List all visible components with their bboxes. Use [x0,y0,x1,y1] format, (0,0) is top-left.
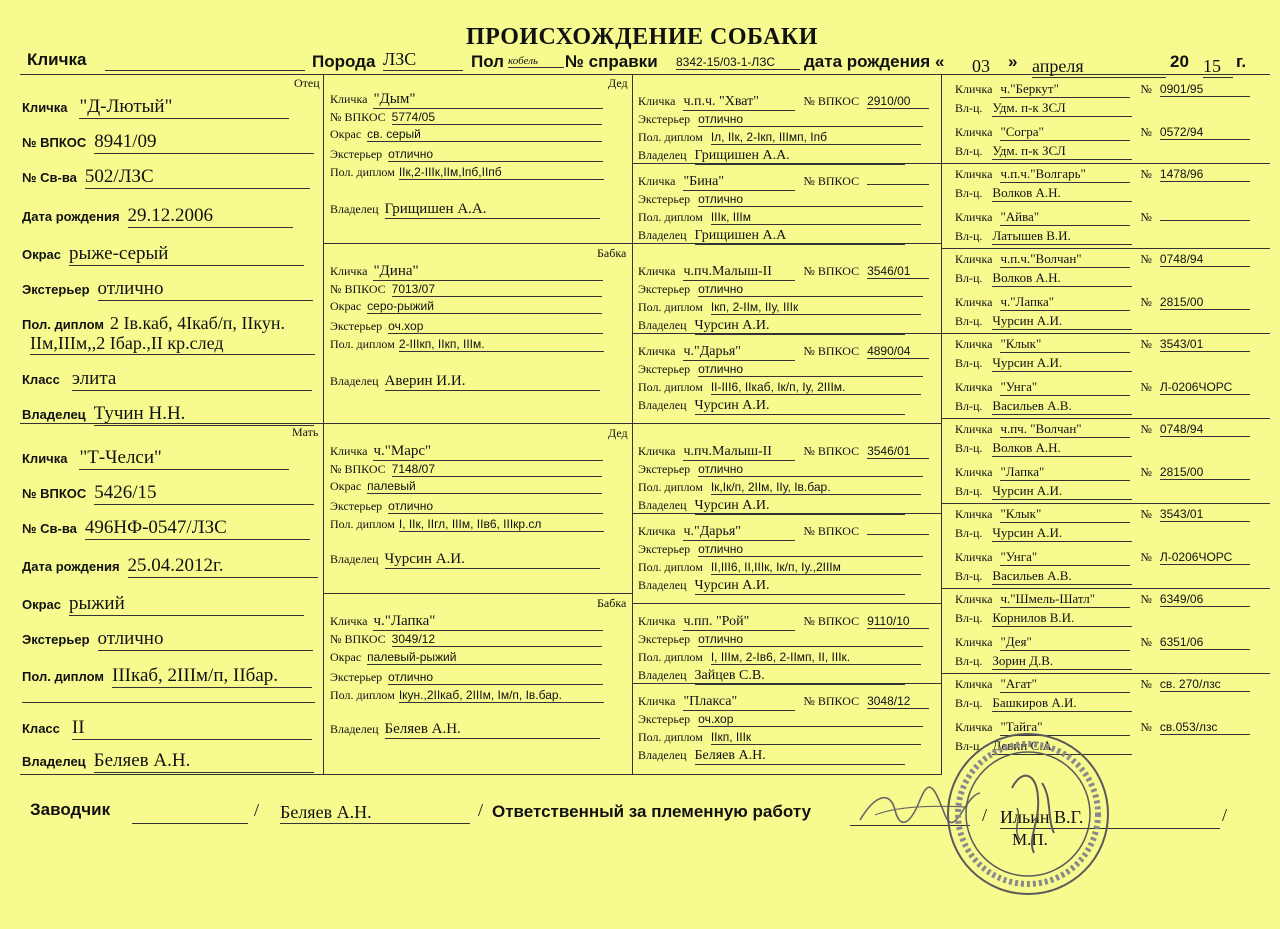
ggp2-exterior-row: Экстерьер отлично [638,280,923,298]
gggp13-owner: Зорин Д.В. [992,653,1132,670]
gp1-owner: Аверин И.И. [385,373,600,391]
ggp0-diploma: Iл, IIк, 2-Iкп, IIIмп, Iпб [711,130,921,145]
ggp1-name-row: Кличка "Бина" № ВПКОС [638,172,929,191]
ggp3-name: ч."Дарья" [683,344,795,361]
gggp13-num: 6351/06 [1160,635,1250,650]
gggp6-num: 3543/01 [1160,337,1250,352]
sex-label: Пол [471,52,504,71]
gggp2-num: 1478/96 [1160,167,1250,182]
gggp11-name: "Унга" [1000,549,1130,566]
gggp13-owner-row: Вл-ц. Зорин Д.В. [955,652,1132,670]
gp3-diploma-row: Пол. диплом Iкун.,2IIкаб, 2IIIм, Iм/п, Iв.бар. [330,686,604,704]
gggp7-name-row: Кличка "Унга" № Л-0206ЧОРС [955,378,1250,396]
gp-divider-2 [323,423,632,424]
gp4-heading: Бабка [597,596,627,610]
gggp6-name: "Клык" [1000,336,1130,353]
dob-close: » [1008,52,1018,71]
gggp10-owner: Чурсин А.И. [992,525,1132,542]
father-dob-row: Дата рождения 29.12.2006 [22,205,293,228]
mother-vpkos-row: № ВПКОС 5426/15 [22,482,314,505]
mother-owner: Беляев А.Н. [94,750,314,773]
gggp13-name-row: Кличка "Дея" № 6351/06 [955,633,1250,651]
gggp14-num: св. 270/лзс [1160,677,1250,692]
father-name: "Д-Лютый" [79,96,289,119]
gggp10-name: "Клык" [1000,506,1130,523]
dob-month: апреля [1032,56,1166,78]
gp-divider-1 [323,243,632,244]
responsible-sep-1: / [982,805,988,825]
name-label: Кличка [27,50,87,69]
mother-exterior-row: Экстерьер отлично [22,628,313,651]
ggp4-diploma-row: Пол. диплом Iк,Iк/п, 2IIм, IIу, Iв.бар. [638,478,921,496]
gggp9-name: "Лапка" [1000,464,1130,481]
gggp15-num: св.053/лзс [1160,720,1250,735]
gggp15-owner: Девин С.А. [992,738,1132,755]
gp1-color: серо-рыжий [367,299,602,314]
gggp8-name-row: Кличка ч.пч. "Волчан" № 0748/94 [955,420,1250,438]
ggp0-vpkos: 2910/00 [867,94,929,109]
gggp2-owner: Волков А.Н. [992,185,1132,202]
ggp5-owner: Чурсин А.И. [695,578,905,595]
gp2-exterior: отлично [388,499,603,514]
gggp8-owner-row: Вл-ц. Волков А.Н. [955,439,1132,457]
father-color: рыже-серый [69,243,304,266]
gp3-diploma: Iкун.,2IIкаб, 2IIIм, Iм/п, Iв.бар. [399,688,604,703]
gggp4-owner-row: Вл-ц. Волков А.Н. [955,269,1132,287]
ggp5-exterior-row: Экстерьер отлично [638,540,923,558]
gp3-vpkos: 3049/12 [392,632,602,647]
mother-sv-row: № Св-ва 496НФ-0547/ЛЗС [22,517,310,540]
gp1-diploma: 2-IIIкп, IIкп, IIIм. [399,337,604,352]
gp0-diploma-row: Пол. диплом IIк,2-IIIк,IIм,Iпб,IIпб [330,163,604,181]
gp3-owner-row: Владелец Беляев А.Н. [330,720,600,739]
gggp-divider-5 [942,333,1270,334]
gggp13-name: "Дея" [1000,634,1130,651]
gggp4-num: 0748/94 [1160,252,1250,267]
breed-value: ЛЗС [383,49,463,71]
responsible-label: Ответственный за племенную работу [492,802,812,821]
ggp5-name-row: Кличка ч."Дарья" № ВПКОС [638,522,929,541]
ggp5-name: ч."Дарья" [683,524,795,541]
gp2-name-row: Кличка ч."Марс" [330,442,603,461]
gggp6-owner-row: Вл-ц. Чурсин А.И. [955,354,1132,372]
gggp8-name: ч.пч. "Волчан" [1000,421,1130,438]
ggp0-name-row: Кличка ч.п.ч. "Хват" № ВПКОС 2910/00 [638,92,929,111]
gggp9-owner-row: Вл-ц. Чурсин А.И. [955,482,1132,500]
mother-class-row: Класс II [22,717,312,740]
ggp5-diploma: II,III6, II,IIIк, Iк/п, Iу.,2IIIм [711,560,921,575]
ggp3-owner-row: Владелец Чурсин А.И. [638,396,905,415]
ggp6-vpkos: 9110/10 [867,614,929,629]
ggp-divider-4 [632,423,941,424]
gggp-divider-13 [942,673,1270,674]
father-owner-row: Владелец Тучин Н.Н. [22,403,314,426]
gp-divider-3 [323,593,632,594]
ggp1-exterior: отлично [698,192,923,207]
gggp5-num: 2815/00 [1160,295,1250,310]
gp0-diploma: IIк,2-IIIк,IIм,Iпб,IIпб [399,165,604,180]
gp3-color: палевый-рыжий [367,650,602,665]
gggp14-owner: Башкиров А.И. [992,695,1132,712]
ggp1-diploma-row: Пол. диплом IIIк, IIIм [638,208,921,226]
mother-class: II [72,717,312,740]
ggp6-owner-row: Владелец Зайцев С.В. [638,666,905,685]
gggp3-num [1160,220,1250,221]
gggp11-owner: Васильев А.В. [992,568,1132,585]
gp3-exterior-row: Экстерьер отлично [330,668,603,686]
ggp2-exterior: отлично [698,282,923,297]
ggp7-exterior-row: Экстерьер оч.хор [638,710,923,728]
gggp10-name-row: Кличка "Клык" № 3543/01 [955,505,1250,523]
breed-label: Порода [312,52,376,71]
ggp7-owner-row: Владелец Беляев А.Н. [638,746,905,765]
gp0-owner-row: Владелец Грищишен А.А. [330,200,600,219]
gggp6-name-row: Кличка "Клык" № 3543/01 [955,335,1250,353]
gggp7-name: "Унга" [1000,379,1130,396]
gp2-exterior-row: Экстерьер отлично [330,497,603,515]
mother-color: рыжий [69,593,304,616]
ggp4-owner: Чурсин А.И. [695,498,905,515]
ggp2-diploma-row: Пол. диплом Iкп, 2-IIм, IIу, IIIк [638,298,921,316]
gp1-vpkos: 7013/07 [392,282,602,297]
gggp1-owner: Удм. п-к ЗСЛ [992,143,1132,160]
father-color-row: Окрас рыже-серый [22,243,304,266]
father-diploma-1: 2 Iв.каб, 4Iкаб/п, IIкун. [110,313,285,333]
father-exterior: отлично [98,278,313,301]
gggp4-name-row: Кличка ч.п.ч."Волчан" № 0748/94 [955,250,1250,268]
mother-diploma: IIIкаб, 2IIIм/п, IIбар. [112,665,312,688]
gggp0-name: ч."Беркут" [1000,81,1130,98]
gggp3-name: "Айва" [1000,209,1130,226]
gggp4-owner: Волков А.Н. [992,270,1132,287]
mother-exterior: отлично [98,628,313,651]
gp2-vpkos-row: № ВПКОС 7148/07 [330,460,602,478]
breeder-sep-1: / [254,800,260,820]
gp2-diploma-row: Пол. диплом I, IIк, IIгл, IIIм, IIв6, IIIкр.сл [330,515,604,533]
dob-day: 03 [972,56,990,76]
gggp7-owner-row: Вл-ц. Васильев А.В. [955,397,1132,415]
ggp2-vpkos: 3546/01 [867,264,929,279]
page-title: ПРОИСХОЖДЕНИЕ СОБАКИ [466,24,818,50]
gp1-exterior: оч.хор [388,319,603,334]
gp2-heading: Бабка [597,246,627,260]
ggp-divider-6 [632,603,941,604]
gp3-color-row: Окрас палевый-рыжий [330,648,602,666]
sex-value: кобель [508,55,564,68]
father-sv: 502/ЛЗС [85,166,310,189]
ggp1-exterior-row: Экстерьер отлично [638,190,923,208]
gggp1-name: "Согра" [1000,124,1130,141]
ggp3-diploma: II-III6, IIкаб, Iк/п, Iу, 2IIIм. [711,380,921,395]
ggp3-name-row: Кличка ч."Дарья" № ВПКОС 4890/04 [638,342,929,361]
gggp11-owner-row: Вл-ц. Васильев А.В. [955,567,1132,585]
col-divider-3 [941,74,942,774]
gggp5-name-row: Кличка ч."Лапка" № 2815/00 [955,293,1250,311]
gggp11-name-row: Кличка "Унга" № Л-0206ЧОРС [955,548,1250,566]
gggp9-num: 2815/00 [1160,465,1250,480]
gp1-diploma-row: Пол. диплом 2-IIIкп, IIкп, IIIм. [330,335,604,353]
gp2-name: ч."Марс" [373,443,603,461]
gggp5-owner-row: Вл-ц. Чурсин А.И. [955,312,1132,330]
gp0-name: "Дым" [373,91,603,109]
gggp9-owner: Чурсин А.И. [992,483,1132,500]
father-exterior-row: Экстерьер отлично [22,278,313,301]
ggp3-exterior: отлично [698,362,923,377]
gggp0-name-row: Кличка ч."Беркут" № 0901/95 [955,80,1250,98]
ggp0-owner-row: Владелец Грищишен А.А. [638,146,905,165]
gggp-divider-3 [942,248,1270,249]
ggp7-vpkos: 3048/12 [867,694,929,709]
ggp6-exterior-row: Экстерьер отлично [638,630,923,648]
ggp6-diploma-row: Пол. диплом I, IIIм, 2-Iв6, 2-IIмп, II, IIIк. [638,648,921,666]
gggp6-owner: Чурсин А.И. [992,355,1132,372]
ggp0-diploma-row: Пол. диплом Iл, IIк, 2-Iкп, IIIмп, Iпб [638,128,921,146]
gp0-exterior: отлично [388,147,603,162]
gggp4-name: ч.п.ч."Волчан" [1000,251,1130,268]
breeder-value: Беляев А.Н. [280,802,470,824]
gp0-owner: Грищишен А.А. [385,201,600,219]
gp0-vpkos: 5774/05 [392,110,602,125]
mother-diploma-line-2 [22,702,315,703]
ggp5-exterior: отлично [698,542,923,557]
gggp2-name: ч.п.ч."Волгарь" [1000,166,1130,183]
col-divider-2 [632,74,633,774]
ggp2-diploma: Iкп, 2-IIм, IIу, IIIк [711,300,921,315]
gggp3-name-row: Кличка "Айва" № [955,208,1250,226]
ggp1-name: "Бина" [683,174,795,191]
ggp0-owner: Грищишен А.А. [695,148,905,165]
ggp4-exterior: отлично [698,462,923,477]
gggp12-owner: Корнилов В.И. [992,610,1132,627]
ggp2-owner: Чурсин А.И. [695,318,905,335]
gggp9-name-row: Кличка "Лапка" № 2815/00 [955,463,1250,481]
ggp4-diploma: Iк,Iк/п, 2IIм, IIу, Iв.бар. [711,480,921,495]
ggp7-diploma: IIкп, IIIк [711,730,921,745]
responsible-value: Ильин В.Г. [1000,807,1220,829]
gp1-heading: Дед [608,76,628,90]
mother-vpkos: 5426/15 [94,482,314,505]
mother-heading: Мать [292,425,319,439]
gp1-owner-row: Владелец Аверин И.И. [330,372,600,391]
gp2-color: палевый [367,479,602,494]
cert-label: № справки [565,52,658,71]
gp1-exterior-row: Экстерьер оч.хор [330,317,603,335]
father-class: элита [72,368,312,391]
gggp-divider-9 [942,503,1270,504]
gggp1-owner-row: Вл-ц. Удм. п-к ЗСЛ [955,142,1132,160]
gggp-divider-11 [942,588,1270,589]
ggp1-diploma: IIIк, IIIм [711,210,921,225]
mother-sv: 496НФ-0547/ЛЗС [85,517,310,540]
breeder-label: Заводчик [30,800,111,819]
dob-label: дата рождения « [804,52,945,71]
gggp1-name-row: Кличка "Согра" № 0572/94 [955,123,1250,141]
bottom-divider [20,774,942,775]
ggp1-vpkos [867,184,929,185]
gggp0-owner: Удм. п-к ЗСЛ [992,100,1132,117]
ggp0-name: ч.п.ч. "Хват" [683,94,795,111]
ggp7-exterior: оч.хор [698,712,923,727]
mother-name: "Т-Челси" [79,447,289,470]
gp2-owner: Чурсин А.И. [385,551,600,569]
ggp3-exterior-row: Экстерьер отлично [638,360,923,378]
gp0-vpkos-row: № ВПКОС 5774/05 [330,108,602,126]
gp2-color-row: Окрас палевый [330,477,602,495]
ggp2-owner-row: Владелец Чурсин А.И. [638,316,905,335]
gp3-heading: Дед [608,426,628,440]
gp3-owner: Беляев А.Н. [385,721,600,739]
gggp12-name-row: Кличка ч."Шмель-Шатл" № 6349/06 [955,590,1250,608]
ggp7-name-row: Кличка "Плакса" № ВПКОС 3048/12 [638,692,929,711]
header-divider [20,74,1270,75]
ggp2-name-row: Кличка ч.пч.Малыш-II № ВПКОС 3546/01 [638,262,929,281]
father-vpkos: 8941/09 [94,131,314,154]
father-class-row: Класс элита [22,368,312,391]
gp0-exterior-row: Экстерьер отлично [330,145,603,163]
gggp14-name-row: Кличка "Агат" № св. 270/лзс [955,675,1250,693]
cert-value: 8342-15/03-1-ЛЗС [676,55,800,70]
gp1-color-row: Окрас серо-рыжий [330,297,602,315]
gggp5-name: ч."Лапка" [1000,294,1130,311]
mother-dob-row: Дата рождения 25.04.2012г. [22,555,318,578]
gggp2-name-row: Кличка ч.п.ч."Волгарь" № 1478/96 [955,165,1250,183]
gp3-name: ч."Лапка" [373,613,603,631]
gggp-divider-1 [942,163,1270,164]
mother-name-row: Кличка "Т-Челси" [22,447,289,470]
ggp3-vpkos: 4890/04 [867,344,929,359]
dob-year-prefix: 20 [1170,52,1189,71]
gp3-exterior: отлично [388,670,603,685]
dob-year-suffix: г. [1236,52,1247,71]
ggp1-owner-row: Владелец Грищишен А.А [638,226,905,245]
father-owner: Тучин Н.Н. [94,403,314,426]
gp2-vpkos: 7148/07 [392,462,602,477]
gggp10-num: 3543/01 [1160,507,1250,522]
gggp3-owner-row: Вл-ц. Латышев В.И. [955,227,1132,245]
ggp4-name: ч.пч.Малыш-II [683,444,795,461]
gggp7-num: Л-0206ЧОРС [1160,380,1250,395]
col-divider-1 [323,74,324,774]
gggp0-num: 0901/95 [1160,82,1250,97]
gp0-color-row: Окрас св. серый [330,125,602,143]
gggp15-owner-row: Вл-ц. Девин С.А. [955,737,1132,755]
gggp3-owner: Латышев В.И. [992,228,1132,245]
gggp10-owner-row: Вл-ц. Чурсин А.И. [955,524,1132,542]
father-vpkos-row: № ВПКОС 8941/09 [22,131,314,154]
gggp5-owner: Чурсин А.И. [992,313,1132,330]
gggp0-owner-row: Вл-ц. Удм. п-к ЗСЛ [955,99,1132,117]
mother-diploma-row: Пол. диплом IIIкаб, 2IIIм/п, IIбар. [22,665,312,688]
mp-label: М.П. [1012,830,1048,849]
dob-year: 15 [1203,56,1233,78]
ggp6-diploma: I, IIIм, 2-Iв6, 2-IIмп, II, IIIк. [711,650,921,665]
breeder-sep-2: / [478,800,484,820]
gp0-name-row: Кличка "Дым" [330,90,603,109]
gp3-vpkos-row: № ВПКОС 3049/12 [330,630,602,648]
ggp1-owner: Грищишен А.А [695,228,905,245]
father-dob: 29.12.2006 [128,205,293,228]
ggp4-owner-row: Владелец Чурсин А.И. [638,496,905,515]
name-line [105,70,305,71]
gggp1-num: 0572/94 [1160,125,1250,140]
breeder-line-1 [132,823,248,824]
father-diploma-2: IIм,IIIм,,2 Iбар.,II кр.след [30,333,315,355]
gggp8-num: 0748/94 [1160,422,1250,437]
ggp4-exterior-row: Экстерьер отлично [638,460,923,478]
father-diploma-row: Пол. диплом 2 Iв.каб, 4Iкаб/п, IIкун. [22,313,285,333]
ggp7-name: "Плакса" [683,694,795,711]
ggp0-exterior-row: Экстерьер отлично [638,110,923,128]
gggp7-owner: Васильев А.В. [992,398,1132,415]
gp3-name-row: Кличка ч."Лапка" [330,612,603,631]
gggp8-owner: Волков А.Н. [992,440,1132,457]
father-heading: Отец [294,76,320,90]
ggp6-name-row: Кличка ч.пп. "Рой" № ВПКОС 9110/10 [638,612,929,631]
ggp7-owner: Беляев А.Н. [695,748,905,765]
father-name-row: Кличка "Д-Лютый" [22,96,289,119]
gp1-vpkos-row: № ВПКОС 7013/07 [330,280,602,298]
ggp7-diploma-row: Пол. диплом IIкп, IIIк [638,728,921,746]
ggp6-name: ч.пп. "Рой" [683,614,795,631]
gggp12-num: 6349/06 [1160,592,1250,607]
gp1-name: "Дина" [373,263,603,281]
gp2-diploma: I, IIк, IIгл, IIIм, IIв6, IIIкр.сл [399,517,604,532]
mother-color-row: Окрас рыжий [22,593,304,616]
gggp2-owner-row: Вл-ц. Волков А.Н. [955,184,1132,202]
ggp3-diploma-row: Пол. диплом II-III6, IIкаб, Iк/п, Iу, 2IIIм. [638,378,921,396]
mother-dob: 25.04.2012г. [128,555,318,578]
ggp6-owner: Зайцев С.В. [695,668,905,685]
gggp12-owner-row: Вл-ц. Корнилов В.И. [955,609,1132,627]
ggp5-owner-row: Владелец Чурсин А.И. [638,576,905,595]
responsible-sep-2: / [1222,805,1228,825]
official-stamp [942,728,1114,900]
ggp5-vpkos [867,534,929,535]
gggp-divider-7 [942,418,1270,419]
gp1-name-row: Кличка "Дина" [330,262,603,281]
father-sv-row: № Св-ва 502/ЛЗС [22,166,310,189]
gggp15-name-row: Кличка "Тайга" № св.053/лзс [955,718,1250,736]
ggp0-exterior: отлично [698,112,923,127]
gggp14-owner-row: Вл-ц. Башкиров А.И. [955,694,1132,712]
gp0-color: св. серый [367,127,602,142]
gggp11-num: Л-0206ЧОРС [1160,550,1250,565]
ggp5-diploma-row: Пол. диплом II,III6, II,IIIк, Iк/п, Iу.,2IIIм [638,558,921,576]
gggp15-name: "Тайга" [1000,719,1130,736]
ggp4-name-row: Кличка ч.пч.Малыш-II № ВПКОС 3546/01 [638,442,929,461]
ggp4-vpkos: 3546/01 [867,444,929,459]
gggp12-name: ч."Шмель-Шатл" [1000,591,1130,608]
gggp14-name: "Агат" [1000,676,1130,693]
mother-owner-row: Владелец Беляев А.Н. [22,750,314,773]
ggp3-owner: Чурсин А.И. [695,398,905,415]
ggp6-exterior: отлично [698,632,923,647]
ggp2-name: ч.пч.Малыш-II [683,264,795,281]
gp2-owner-row: Владелец Чурсин А.И. [330,550,600,569]
